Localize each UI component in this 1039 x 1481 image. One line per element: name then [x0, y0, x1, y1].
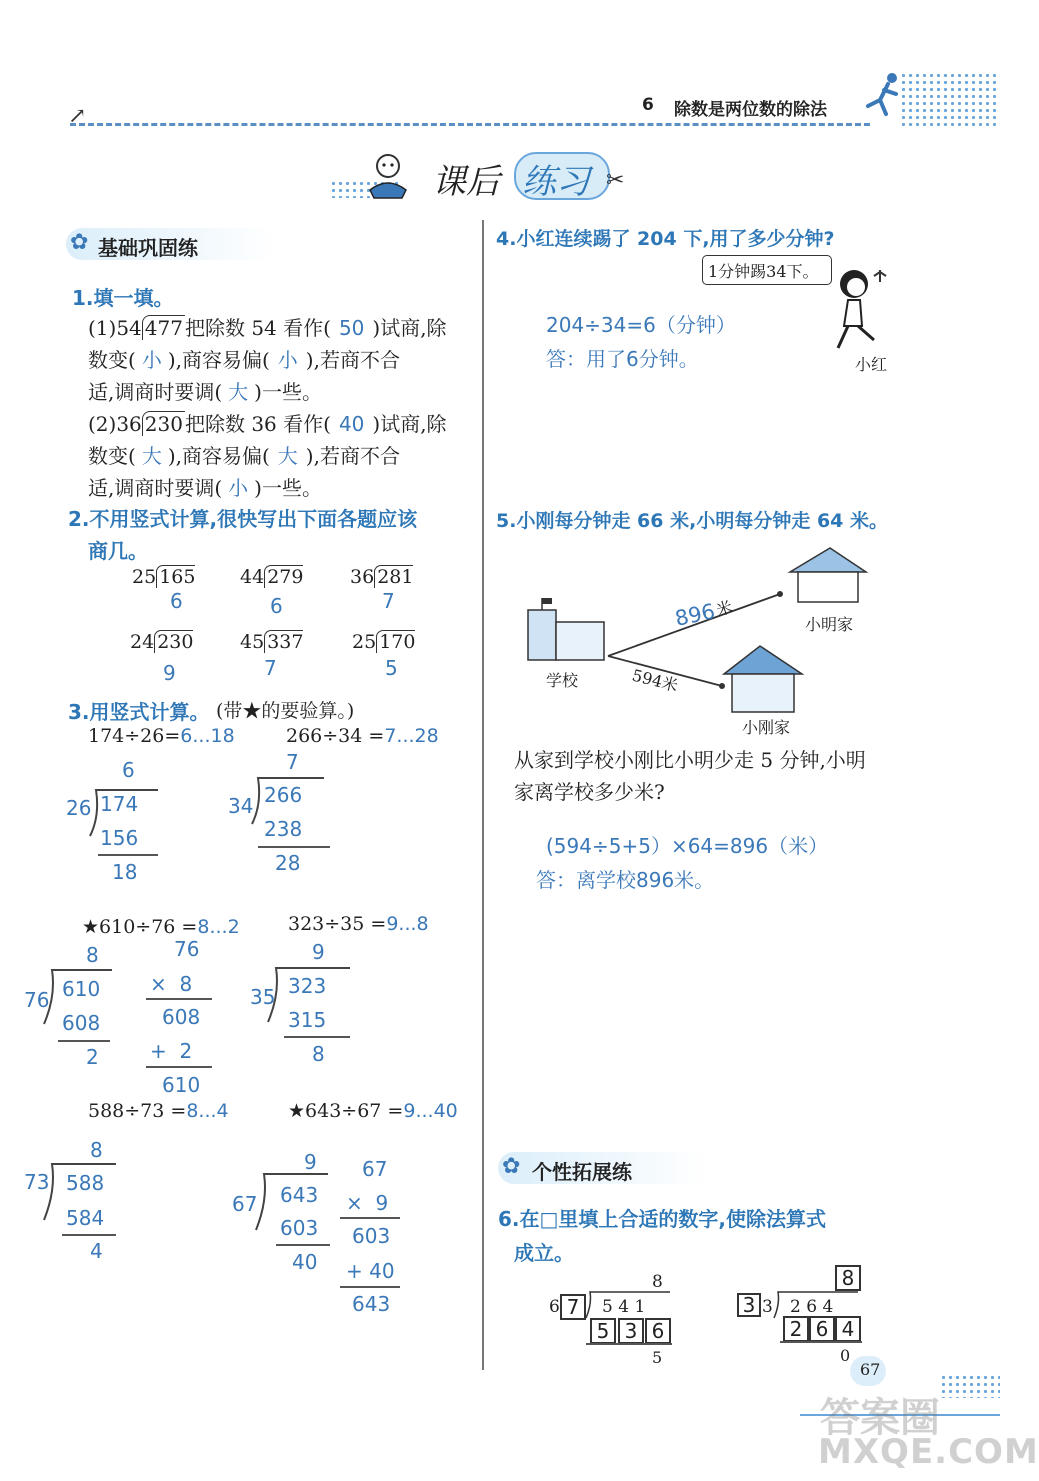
- q3a-divisor: 26: [66, 796, 92, 820]
- q1-p2-ans3: 大: [277, 444, 298, 468]
- q3a-dividend: 174: [100, 792, 139, 816]
- q5-answer-line2: 答：离学校896米。: [536, 868, 715, 892]
- q1-p1-ans2: 小: [141, 348, 162, 372]
- q6-right-box-p1: 2: [783, 1316, 809, 1342]
- q2-item-dividend: 170: [376, 630, 415, 653]
- header-dashed-line: [70, 123, 870, 126]
- q3b-remainder: 28: [275, 851, 301, 875]
- q3c-product: 608: [62, 1011, 101, 1035]
- q3d-rule: [284, 1036, 350, 1038]
- q2-answer-1: 6: [170, 589, 183, 613]
- q3d-divisor: 35: [250, 985, 276, 1009]
- q2-item-4: [130, 631, 193, 653]
- q6-right-box-p2: 6: [809, 1316, 835, 1342]
- q4-bubble-text: 1分钟踢34下。: [708, 262, 819, 281]
- q1-p2-text2: )试商,除: [372, 412, 447, 436]
- q3d-expr: 323÷35 =: [288, 913, 387, 935]
- q1-p1-line3: [88, 376, 322, 405]
- section-icon-basic: ✿: [70, 230, 89, 255]
- q2-item-divisor: 25: [132, 566, 157, 588]
- q6-left-box-p2: 3: [618, 1318, 644, 1344]
- q3c-check-mul: × 8: [150, 972, 193, 996]
- q1-p2-ans4: 小: [228, 476, 249, 500]
- q4-answer-line2: 答：用了6分钟。: [546, 347, 699, 371]
- q4-title: [496, 224, 835, 251]
- q3f-check-mul: × 9: [346, 1191, 389, 1215]
- q1-p2-text6: 适,调商时要调(: [88, 476, 223, 500]
- q3a-expr: 174÷26=: [88, 725, 181, 747]
- q3b-result: 7...28: [384, 725, 439, 747]
- q6-left-remainder: 5: [652, 1348, 663, 1367]
- q6-left-rule: [586, 1343, 672, 1345]
- q4-caption: 小红: [855, 355, 888, 374]
- q3e-rule: [62, 1234, 116, 1236]
- q1-p2-ans1: 40: [338, 412, 365, 436]
- q3f-dividend: 643: [280, 1183, 319, 1207]
- q1-p2-text7: )一些。: [254, 476, 322, 500]
- q3c-check-total: 610: [162, 1073, 201, 1097]
- q3e-divisor: 73: [24, 1170, 50, 1194]
- q2-item-dividend: 337: [264, 630, 303, 653]
- q3f-check-top: 67: [362, 1157, 388, 1181]
- q3b-expr: 266÷34 =: [286, 725, 385, 747]
- q3-note: (带★的要验算。): [216, 700, 355, 722]
- q2-item-divisor: 24: [130, 631, 155, 653]
- q3d-result: 9...8: [386, 913, 429, 935]
- q3c-dividend: 610: [62, 977, 101, 1001]
- q1-p2-line3: [88, 472, 322, 501]
- q1-p2-dividend: 230: [142, 411, 185, 436]
- q1-p1-label: (1)54: [88, 316, 142, 340]
- scissors-icon: ✂: [606, 168, 625, 193]
- q3-title: 3.用竖式计算。: [68, 700, 210, 724]
- q6-left-box-p1: 5: [590, 1318, 616, 1344]
- q1-p1-text3: 数变(: [88, 348, 136, 372]
- header-dots: [900, 72, 1000, 130]
- q5-distance-ming: 896: [672, 599, 718, 631]
- q5-school-label: 学校: [546, 671, 579, 690]
- q3a-remainder: 18: [112, 860, 138, 884]
- watermark-text: 答案圈: [820, 1395, 940, 1441]
- q1-p1-text7: )一些。: [254, 380, 322, 404]
- q3f-result: 9...40: [403, 1100, 458, 1122]
- header-corner-mark: ↗: [68, 104, 87, 129]
- q3e-product: 584: [66, 1206, 105, 1230]
- q2-item-dividend: 281: [374, 565, 413, 588]
- q2-answer-4: 9: [163, 661, 176, 685]
- q1-p1-dividend: 477: [142, 315, 185, 340]
- q3e-expr: 588÷73 =: [88, 1100, 187, 1122]
- column-divider: [482, 220, 484, 1370]
- q2-item-divisor: 44: [240, 566, 265, 588]
- q3c-check-rule2: [146, 1066, 212, 1068]
- q6-left-quotient: 8: [652, 1272, 663, 1292]
- q6-title-line1: 6.在□里填上合适的数字,使除法算式: [498, 1207, 827, 1231]
- q3c-remainder: 2: [86, 1045, 99, 1069]
- section-title-extend: 个性拓展练: [532, 1160, 632, 1184]
- q3b-product: 238: [264, 817, 303, 841]
- chapter-number: 6: [642, 95, 654, 115]
- footer-dots: [940, 1374, 1000, 1398]
- q3f-product: 603: [280, 1216, 319, 1240]
- q1-p1-text6: 适,调商时要调(: [88, 380, 223, 404]
- q3c-check-top: 76: [174, 937, 200, 961]
- q5-diagram: [510, 530, 900, 740]
- q3c-expression: [82, 916, 240, 938]
- girl-kicking-icon: [818, 262, 898, 356]
- q5-answer-line1: (594÷5+5）×64=896（米）: [546, 834, 829, 858]
- q3e-expression: [88, 1100, 229, 1122]
- q6-right-dividend: 2 6 4: [790, 1297, 834, 1317]
- banner-title-1: 课后: [432, 162, 500, 202]
- q6-right-rule: [780, 1341, 862, 1343]
- q3d-remainder: 8: [312, 1042, 325, 1066]
- q1-p2-text1: 把除数 36 看作(: [184, 412, 331, 436]
- q2-item-6: [352, 631, 415, 653]
- q3c-result: 8...2: [197, 916, 240, 938]
- q5-number: 5.小刚每分钟走 66 米,小明每分钟走 64 米。: [496, 510, 888, 532]
- q3b-rule: [258, 846, 330, 848]
- q1-p1-line2: [88, 344, 400, 373]
- chapter-title: 除数是两位数的除法: [674, 100, 827, 120]
- q3c-check-prod: 608: [162, 1005, 201, 1029]
- q5-distance-ming-unit: 米: [713, 596, 735, 620]
- q2-item-dividend: 165: [156, 565, 195, 588]
- q1-p1-ans1: 50: [338, 316, 365, 340]
- q5-distance-gang: 594米: [630, 665, 680, 696]
- q1-p1-line1: [88, 312, 447, 341]
- q3a-rule: [98, 854, 158, 856]
- q3f-check-add: + 40: [346, 1259, 395, 1283]
- q6-right-remainder: 0: [840, 1346, 851, 1365]
- q3d-dividend: 323: [288, 974, 327, 998]
- q6-right-box-p3: 4: [835, 1316, 861, 1342]
- q3b-divisor: 34: [228, 794, 254, 818]
- q1-p2-line1: [88, 408, 447, 437]
- q6-left-box-p3: 6: [645, 1318, 671, 1344]
- q1-p1-text4: ),商容易偏(: [167, 348, 270, 372]
- q1-p1-text2: )试商,除: [372, 316, 447, 340]
- q3f-expr: ★643÷67 =: [288, 1100, 404, 1122]
- q3d-product: 315: [288, 1008, 327, 1032]
- q3f-quotient: 9: [304, 1150, 317, 1174]
- q2-item-1: [132, 566, 195, 588]
- q2-item-divisor: 45: [240, 631, 265, 653]
- q6-right-box-quotient: 8: [835, 1265, 861, 1291]
- q3f-divisor: 67: [232, 1192, 258, 1216]
- kid-reading-icon: [358, 150, 418, 200]
- runner-icon: [858, 70, 908, 120]
- q6-left-box-divisor: 7: [560, 1294, 586, 1320]
- q2-answer-2: 6: [270, 594, 283, 618]
- page-number: 67: [860, 1360, 881, 1379]
- q3c-rule: [58, 1040, 110, 1042]
- q3f-rule: [276, 1244, 330, 1246]
- q3f-remainder: 40: [292, 1250, 318, 1274]
- q1-p2-ans2: 大: [141, 444, 162, 468]
- watermark-site: MXQE.COM: [818, 1432, 1039, 1472]
- q3f-expression: [288, 1100, 458, 1122]
- q4-number: 4.小红连续踢了 204 下,用了多少分钟?: [496, 228, 835, 250]
- q5-text-line1: 从家到学校小刚比小明少走 5 分钟,小明: [514, 748, 866, 772]
- q3f-check-rule1: [340, 1217, 400, 1219]
- q3a-result: 6...18: [180, 725, 235, 747]
- q3c-divisor: 76: [24, 988, 50, 1012]
- q6-left-divisor-tens: 6: [549, 1297, 560, 1317]
- q1-p2-text5: ),若商不合: [305, 444, 400, 468]
- section-title-basic: 基础巩固练: [98, 236, 198, 260]
- q3c-check-add: + 2: [150, 1039, 193, 1063]
- q2-answer-6: 5: [385, 656, 398, 680]
- q1-p2-text4: ),商容易偏(: [167, 444, 270, 468]
- q6-right-divisor-ones: 3: [762, 1297, 773, 1317]
- q1-p2-line2: [88, 440, 400, 469]
- q2-item-dividend: 279: [264, 565, 303, 588]
- q1-title: 1.填一填。: [72, 286, 174, 310]
- q5-text-line2: 家离学校多少米?: [514, 780, 665, 804]
- q4-answer-line1: 204÷34=6（分钟）: [546, 313, 736, 337]
- q3e-quotient: 8: [90, 1138, 103, 1162]
- q2-item-divisor: 25: [352, 631, 377, 653]
- q5-title: [496, 506, 888, 533]
- q3e-dividend: 588: [66, 1171, 105, 1195]
- q1-p1-text5: ),若商不合: [305, 348, 400, 372]
- q2-title-line1: 2.不用竖式计算,很快写出下面各题应该: [68, 507, 418, 531]
- q1-p2-text3: 数变(: [88, 444, 136, 468]
- q5-gang-home-label: 小刚家: [742, 718, 791, 737]
- q5-ming-home-label: 小明家: [805, 615, 854, 634]
- q3a-product: 156: [100, 826, 139, 850]
- q2-item-2: [240, 566, 303, 588]
- q2-item-3: [350, 566, 413, 588]
- q3f-check-total: 643: [352, 1292, 391, 1316]
- q6-left-dividend: 5 4 1: [602, 1297, 646, 1317]
- q3e-result: 8...4: [186, 1100, 229, 1122]
- q1-p1-ans3: 小: [277, 348, 298, 372]
- banner-title-2: 练习: [522, 162, 590, 202]
- q3e-remainder: 4: [90, 1239, 103, 1263]
- q1-p1-text1: 把除数 54 看作(: [184, 316, 331, 340]
- q3b-expression: [286, 725, 439, 747]
- q3d-quotient: 9: [312, 940, 325, 964]
- q1-p2-label: (2)36: [88, 412, 142, 436]
- q2-answer-3: 7: [382, 589, 395, 613]
- q3f-check-rule2: [340, 1286, 400, 1288]
- q3a-expression: [88, 725, 235, 747]
- q3b-quotient: 7: [286, 750, 299, 774]
- q3c-check-rule1: [146, 998, 212, 1000]
- q6-title-line2: 成立。: [514, 1241, 574, 1265]
- q3d-expression: [288, 913, 429, 935]
- q2-item-divisor: 36: [350, 566, 375, 588]
- q2-item-dividend: 230: [154, 630, 193, 653]
- q3f-check-prod: 603: [352, 1224, 391, 1248]
- section-icon-extend: ✿: [502, 1154, 521, 1179]
- q3c-quotient: 8: [86, 943, 99, 967]
- q2-answer-5: 7: [264, 656, 277, 680]
- q1-p1-ans4: 大: [228, 380, 249, 404]
- q2-title-line2: 商几。: [88, 539, 148, 563]
- q3c-expr: ★610÷76 =: [82, 916, 198, 938]
- q3b-dividend: 266: [264, 783, 303, 807]
- q2-item-5: [240, 631, 303, 653]
- q3a-quotient: 6: [122, 758, 135, 782]
- q6-right-box-divisor: 3: [737, 1293, 761, 1317]
